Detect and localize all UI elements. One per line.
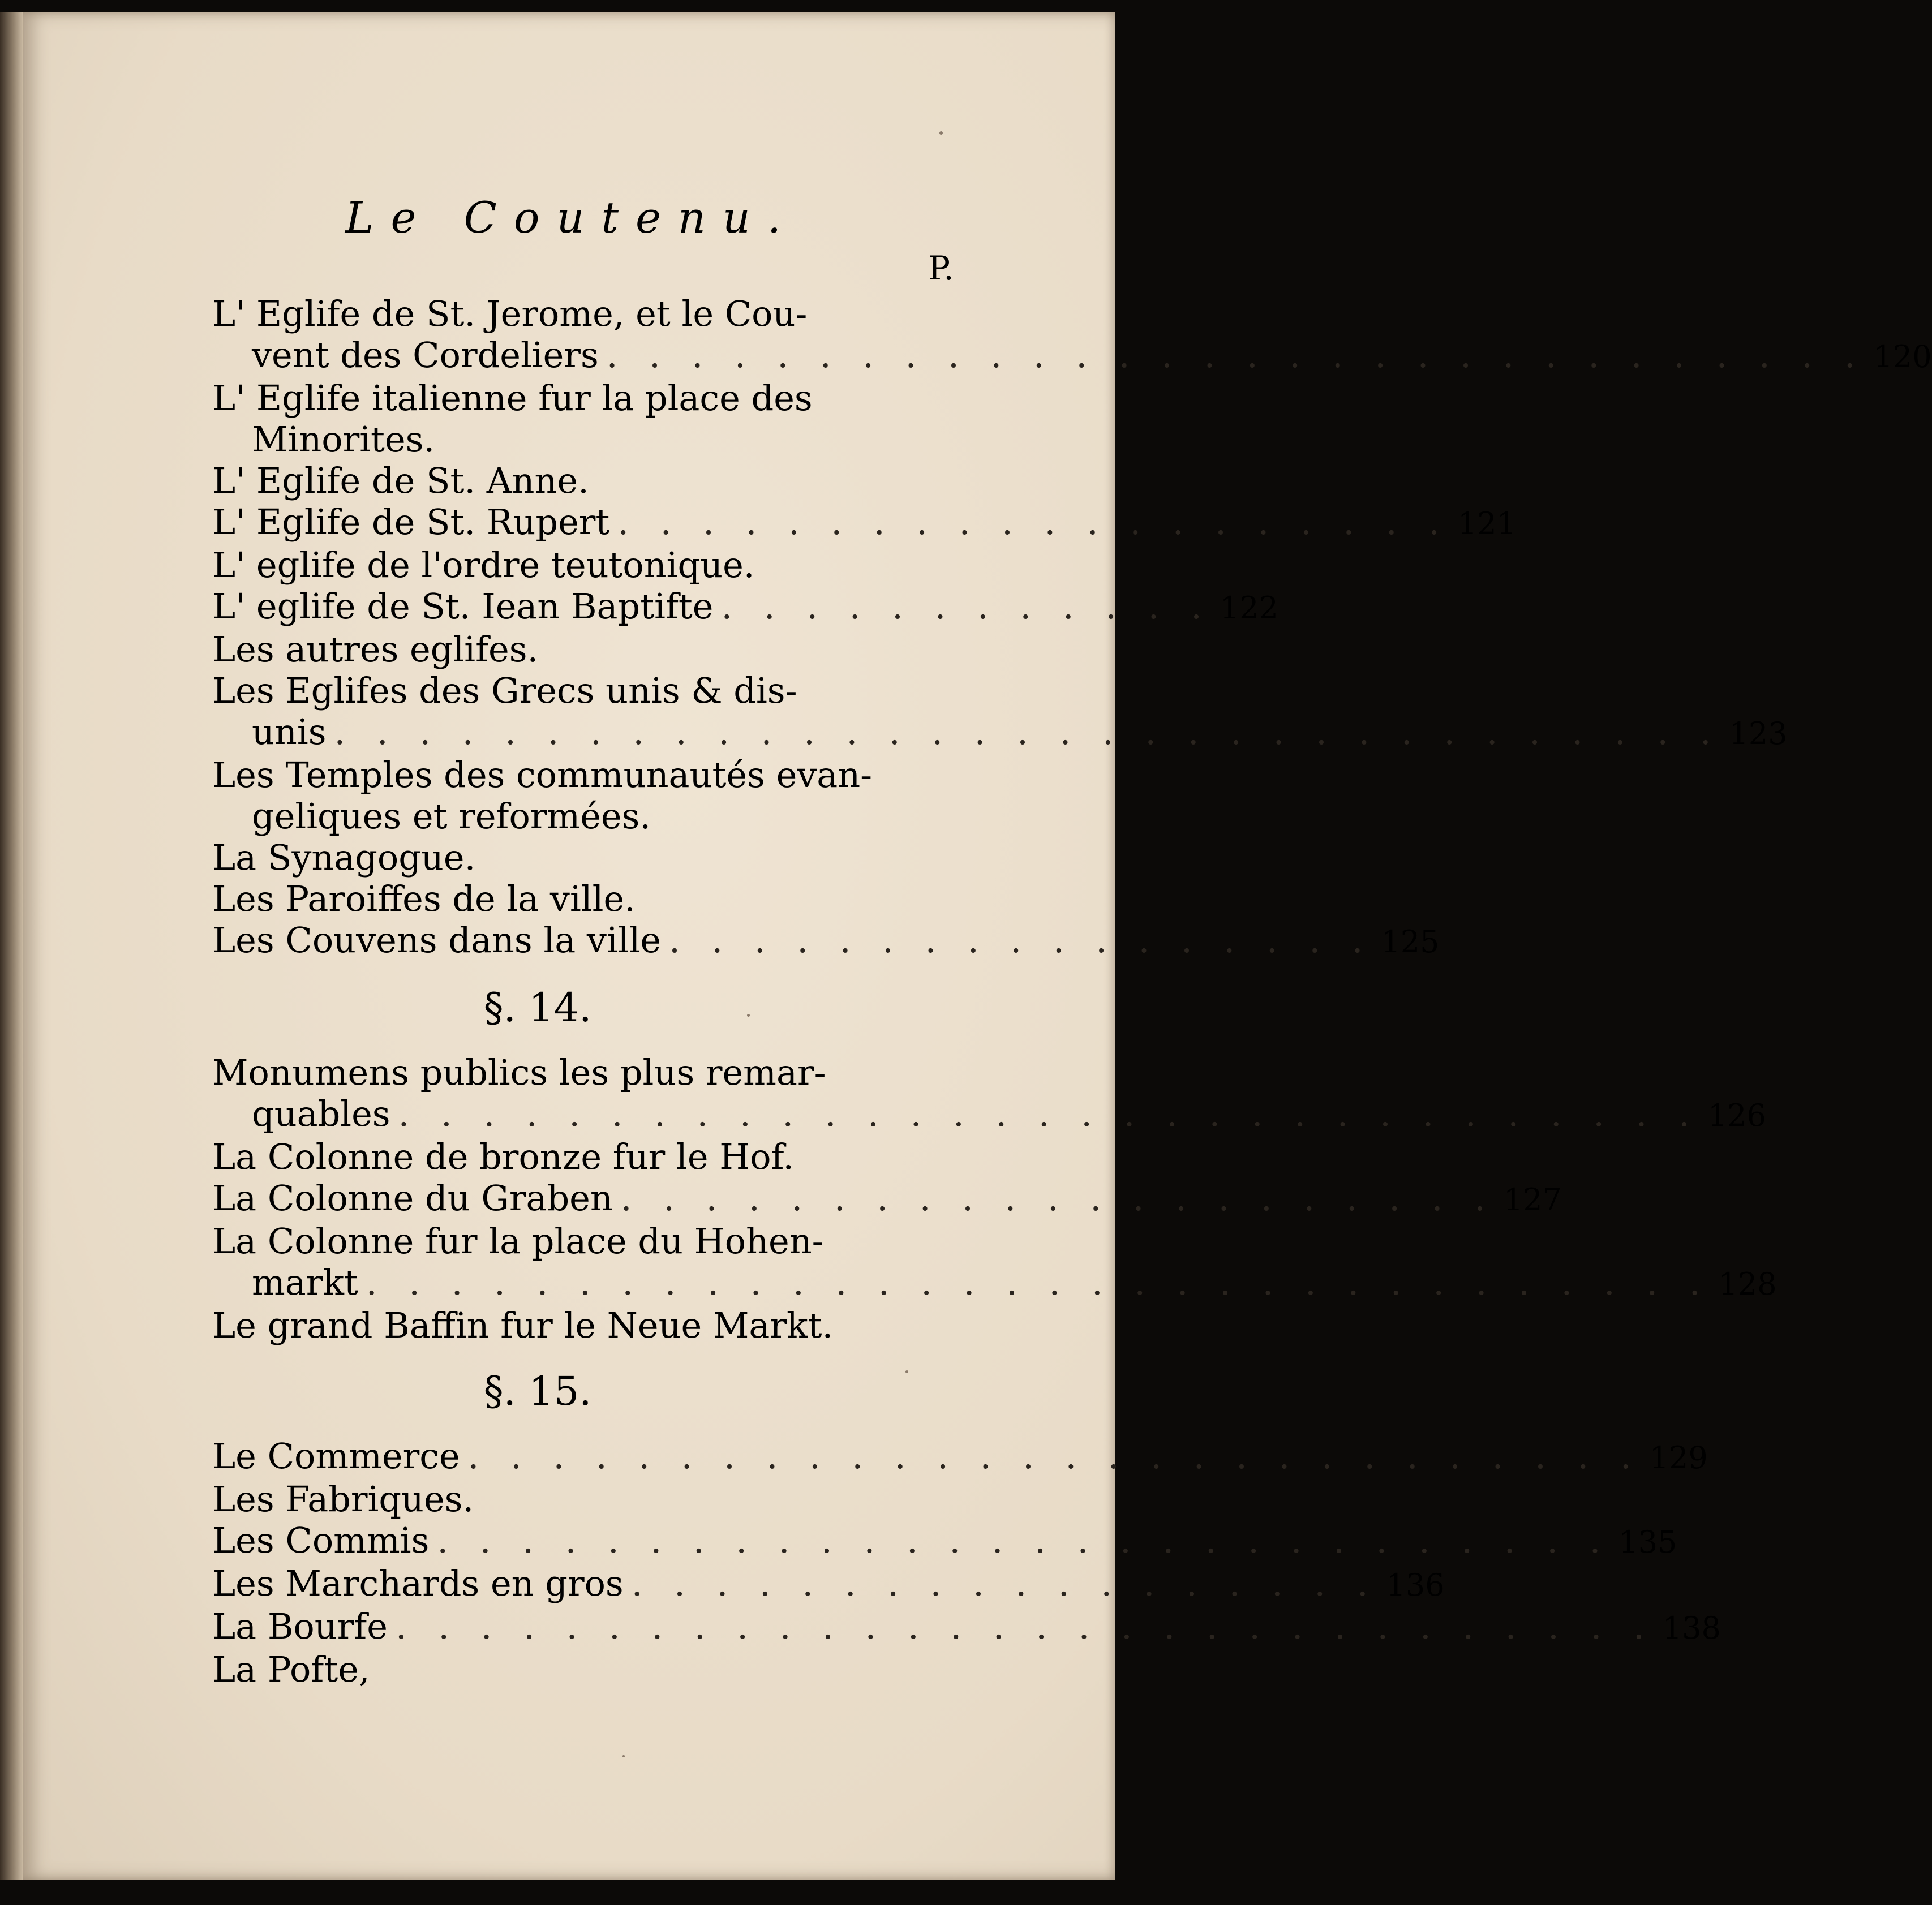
table-of-contents — [212, 293, 1932, 1690]
leader-dots: . . . . . . . . . . . . . . . . . . . . . . . . . . . . . . . . — [366, 1262, 1711, 1303]
toc-entry — [212, 754, 999, 837]
toc-entry-text: L' Eglife de St. Rupert — [212, 501, 610, 543]
toc-entry-text: La Bourfe — [212, 1606, 388, 1647]
toc-entry-text-cont: markt — [252, 1262, 358, 1303]
toc-page-number: 138 — [1662, 1610, 1721, 1646]
leader-dots: . . . . . . . . . . . . . . . . . . . . . . . . . . . . . . . — [398, 1093, 1700, 1134]
toc-page-number: 136 — [1386, 1567, 1445, 1603]
paper-speck — [622, 1755, 625, 1757]
toc-page-number: 135 — [1618, 1524, 1677, 1560]
toc-entry-text: Les Marchards en gros — [212, 1563, 624, 1604]
toc-entry-text: Les Fabriques. — [212, 1478, 474, 1520]
toc-entry — [212, 1649, 999, 1690]
toc-entry-text: L' eglife de St. Iean Baptifte — [212, 586, 714, 627]
section-heading-14: §. 14. — [483, 984, 592, 1031]
toc-entry — [212, 629, 999, 670]
toc-entry-text: L' Eglife italienne fur la place des — [212, 377, 813, 419]
toc-page-number: 120 — [1873, 339, 1932, 375]
toc-page-number: 125 — [1381, 924, 1440, 960]
leader-dots: . . . . . . . . . . . . . . . . . . . . . . . . . . . . . . — [395, 1606, 1655, 1647]
toc-entry-text-cont: vent des Cordeliers — [252, 334, 599, 376]
paper-speck — [939, 131, 943, 135]
toc-entry-text: Le Commerce — [212, 1435, 460, 1477]
toc-entry-text: Les autres eglifes. — [212, 629, 539, 670]
toc-entry-text: La Colonne fur la place du Hohen- — [212, 1220, 824, 1262]
toc-entry-text: Monumens publics les plus remar- — [212, 1052, 826, 1093]
toc-entry — [212, 670, 1788, 754]
leader-dots: . . . . . . . . . . . . . . . . . . . . . . . . . . . . . . — [606, 334, 1866, 376]
toc-entry — [212, 1177, 1562, 1220]
toc-entry-text: L' Eglife de St. Jerome, et le Cou- — [212, 293, 808, 334]
toc-entry-text: Le grand Baffin fur le Neue Markt. — [212, 1305, 834, 1346]
toc-entry — [212, 878, 999, 919]
toc-entry — [212, 460, 999, 501]
leader-dots: . . . . . . . . . . . . . . . . . . . . . . . . . . . . — [437, 1520, 1611, 1561]
toc-entry — [212, 837, 999, 878]
toc-entry — [212, 1478, 999, 1520]
toc-entry — [212, 293, 1932, 377]
toc-entry-text: La Colonne du Graben — [212, 1177, 613, 1219]
toc-entry-text: Les Commis — [212, 1520, 430, 1561]
toc-entry-text: Les Paroiffes de la ville. — [212, 878, 636, 919]
leader-dots: . . . . . . . . . . . . . . . . . . . . . — [620, 1177, 1496, 1219]
toc-entry — [212, 1052, 1766, 1136]
section-heading-15: §. 15. — [483, 1368, 592, 1414]
leader-dots: . . . . . . . . . . . . . . . . . . . . — [617, 501, 1450, 543]
toc-page-number: 122 — [1220, 590, 1278, 626]
toc-entry — [212, 1305, 999, 1346]
toc-entry-text: La Pofte, — [212, 1649, 370, 1690]
toc-entry-text: L' Eglife de St. Anne. — [212, 460, 589, 501]
toc-entry-text-cont: geliques et reformées. — [252, 795, 651, 837]
page-column-label: P. — [928, 249, 954, 287]
toc-entry — [212, 377, 999, 460]
toc-entry — [212, 1136, 999, 1177]
toc-entry — [212, 1606, 1721, 1649]
page-heading: Le Coutenu. — [345, 192, 798, 243]
toc-entry — [212, 501, 1517, 544]
toc-entry — [212, 1563, 1445, 1606]
toc-entry-text: La Colonne de bronze fur le Hof. — [212, 1136, 795, 1177]
book-gutter — [0, 12, 23, 1880]
toc-entry — [212, 1435, 1708, 1478]
toc-entry — [212, 919, 1440, 962]
toc-page-number: 127 — [1503, 1182, 1562, 1218]
leader-dots: . . . . . . . . . . . . . . . . . — [669, 919, 1373, 961]
toc-entry-text: La Synagogue. — [212, 837, 476, 878]
leader-dots: . . . . . . . . . . . . . . . . . . . . . . . . . . . . . . . . . — [334, 711, 1721, 752]
toc-page-number: 129 — [1649, 1440, 1708, 1476]
toc-entry-text: Les Temples des communautés evan- — [212, 754, 873, 795]
leader-dots: . . . . . . . . . . . . — [721, 586, 1212, 627]
toc-entry-text-cont: Minorites. — [252, 419, 435, 460]
leader-dots: . . . . . . . . . . . . . . . . . . . . . . . . . . . . — [467, 1435, 1642, 1477]
toc-page-number: 121 — [1457, 506, 1517, 541]
toc-entry-text: Les Couvens dans la ville — [212, 919, 662, 961]
toc-page-number: 128 — [1718, 1266, 1777, 1302]
toc-entry — [212, 544, 999, 586]
leader-dots: . . . . . . . . . . . . . . . . . . — [631, 1563, 1379, 1604]
toc-page-number: 126 — [1707, 1098, 1766, 1133]
toc-entry-text-cont: unis — [252, 711, 327, 752]
toc-entry — [212, 1220, 1777, 1305]
toc-entry-text-cont: quables — [252, 1093, 390, 1134]
toc-entry — [212, 1520, 1677, 1563]
toc-entry-text: Les Eglifes des Grecs unis & dis- — [212, 670, 797, 711]
toc-page-number: 123 — [1729, 716, 1788, 751]
toc-entry — [212, 586, 1278, 629]
toc-entry-text: L' eglife de l'ordre teutonique. — [212, 544, 755, 586]
